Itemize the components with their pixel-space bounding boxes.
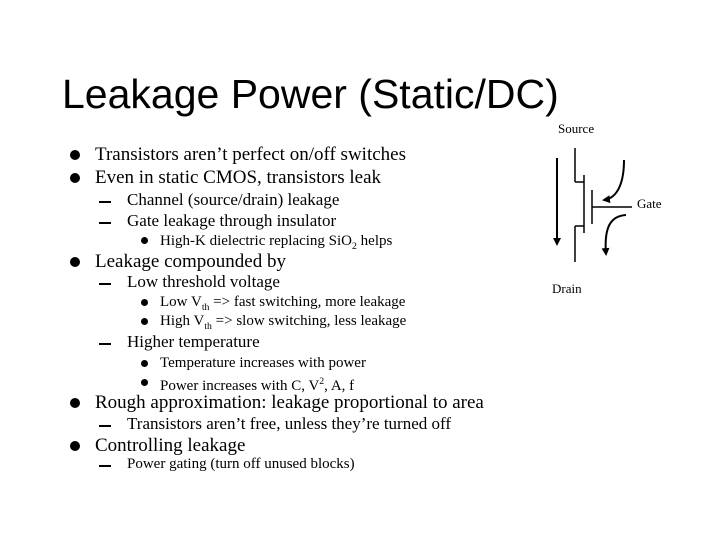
sub-sub-bullet-high-k: High-K dielectric replacing SiO$_2$ helps: [160, 233, 393, 252]
bullet-transistors-not-perfect: Transistors aren’t perfect on/off switches: [95, 144, 406, 165]
bullet-dot: [70, 173, 80, 183]
sub-sub-bullet-power-increases: Power increases with C, $V^2$, A, f: [160, 376, 355, 394]
source-label: Source: [558, 121, 595, 136]
bullet-dot: [141, 379, 148, 386]
bullet-dot: [70, 398, 80, 408]
drain-label: Drain: [552, 281, 582, 296]
bullet-rough-approximation: Rough approximation: leakage proportional to area: [95, 392, 484, 413]
sub-bullet-low-threshold: Low threshold voltage: [127, 272, 280, 291]
bullet-dash: [99, 222, 111, 224]
bullet-dash: [99, 425, 111, 427]
sub-bullet-power-gating: Power gating (turn off unused blocks): [127, 456, 355, 472]
bullet-dot: [70, 441, 80, 451]
bullet-dash: [99, 201, 111, 203]
bullet-dot: [141, 318, 148, 325]
sub-sub-bullet-high-vth: High $V_{th}$ => slow switching, less leakage: [160, 313, 407, 332]
bullet-dash: [99, 465, 111, 467]
gate-leakage-arrow-up: [604, 160, 624, 200]
transistor-leakage-diagram: [540, 140, 650, 270]
bullet-dash: [99, 283, 111, 285]
sub-bullet-gate-leakage: Gate leakage through insulator: [127, 211, 337, 230]
bullet-static-cmos-leak: Even in static CMOS, transistors leak: [95, 167, 382, 188]
bullet-controlling-leakage: Controlling leakage: [95, 435, 246, 456]
gate-label: Gate: [637, 196, 662, 211]
bullet-leakage-compounded: Leakage compounded by: [95, 251, 286, 272]
sub-bullet-higher-temperature: Higher temperature: [127, 332, 260, 351]
sub-bullet-channel-leakage: Channel (source/drain) leakage: [127, 190, 340, 209]
sub-sub-bullet-low-vth: Low $V_{th}$ => fast switching, more leakage: [160, 294, 406, 313]
bullet-dot: [141, 360, 148, 367]
bullet-dot: [70, 150, 80, 160]
gate-leakage-arrow-down: [606, 215, 626, 254]
slide-title: Leakage Power (Static/DC): [62, 71, 559, 117]
bullet-dot: [141, 299, 148, 306]
bullet-dot: [141, 237, 148, 244]
bullet-dot: [70, 257, 80, 267]
sub-bullet-transistors-not-free: Transistors aren’t free, unless they’re turned off: [127, 414, 452, 433]
bullet-dash: [99, 343, 111, 345]
sub-sub-bullet-temperature-power: Temperature increases with power: [160, 355, 366, 371]
